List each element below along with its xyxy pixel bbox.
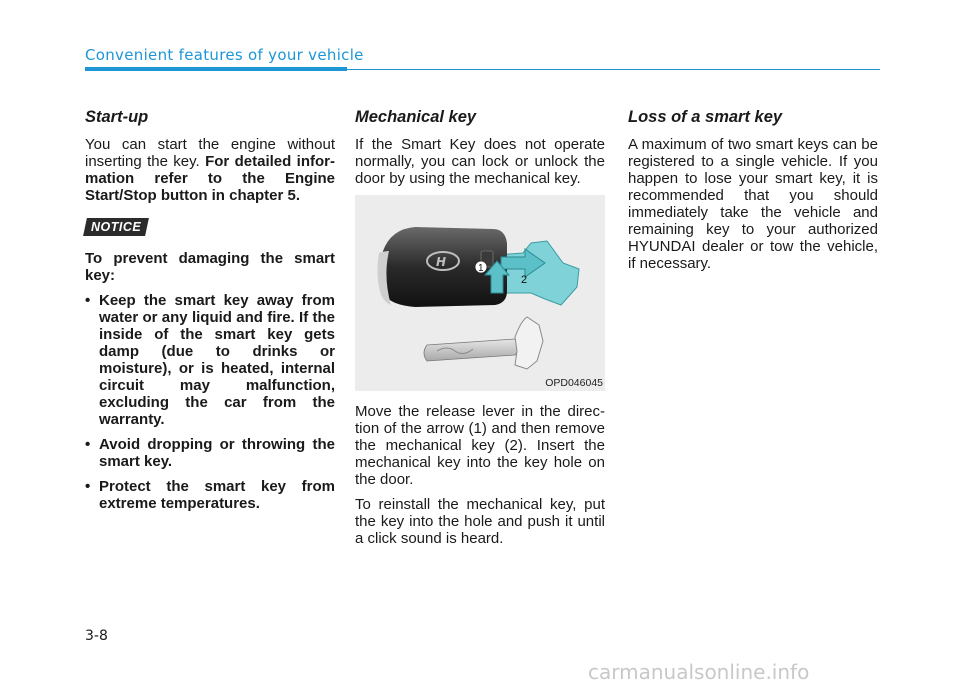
notice-lead: To prevent damaging the smart key: [85, 250, 335, 284]
mechanical-intro: If the Smart Key does not operate normally, you can lock or unlock the door by using the mechanical key. [355, 136, 605, 187]
startup-intro [85, 136, 335, 204]
mechanical-key-head [515, 317, 543, 369]
loss-heading: Loss of a smart key [628, 108, 783, 126]
loss-column [628, 108, 878, 280]
watermark: carmanualsonline.info [588, 660, 810, 684]
startup-column [85, 108, 335, 520]
mechanical-heading: Mechanical key [355, 108, 477, 126]
notice-bullet: • Avoid dropping or throwing the smart key. [85, 436, 335, 470]
startup-heading: Start-up [85, 108, 149, 126]
mechanical-para-1: Move the release lever in the direc-tion of the arrow (1) and then remove the mechanical key (2). Insert the mechanical key into the key hole on the door. [355, 403, 605, 488]
section-header: Convenient features of your vehicle [85, 46, 364, 64]
startup-intro-bold: For detailed infor-mation refer to the Engine Start/Stop button in chapter 5. [85, 153, 335, 204]
smart-key-illustration [355, 195, 605, 391]
figure-code: OPD046045 [545, 377, 603, 389]
notice-label: NOTICE [91, 220, 142, 234]
notice-list [85, 292, 335, 512]
svg-text:H: H [436, 255, 447, 269]
startup-intro-text: You can start the engine without inserting the key. [85, 136, 335, 170]
callout-1: 1 [478, 263, 484, 274]
notice-bullet: • Keep the smart key away from water or any liquid and fire. If the inside of the smart key gets damp (due to drinks or moisture), or is heated, internal circuit may malfunction, excluding the car from the warranty. [85, 292, 335, 428]
loss-para: A maximum of two smart keys can be registered to a single vehicle. If you happen to lose your smart key, it is recommended that you should immediately take the vehicle and remaining key to your authorized HYUNDAI dealer or tow the vehicle, if necessary. [628, 136, 878, 272]
page-number: 3-8 [85, 628, 108, 644]
notice-badge [83, 218, 149, 236]
notice-bullet: • Protect the smart key from extreme temperatures. [85, 478, 335, 512]
callout-2: 2 [521, 274, 528, 286]
mechanical-para-2: To reinstall the mechanical key, put the key into the hole and push it until a click sound is heard. [355, 496, 605, 547]
header-bar [85, 67, 347, 71]
header-rule [347, 69, 880, 70]
mechanical-column [355, 108, 605, 555]
smart-key-figure [355, 195, 605, 391]
